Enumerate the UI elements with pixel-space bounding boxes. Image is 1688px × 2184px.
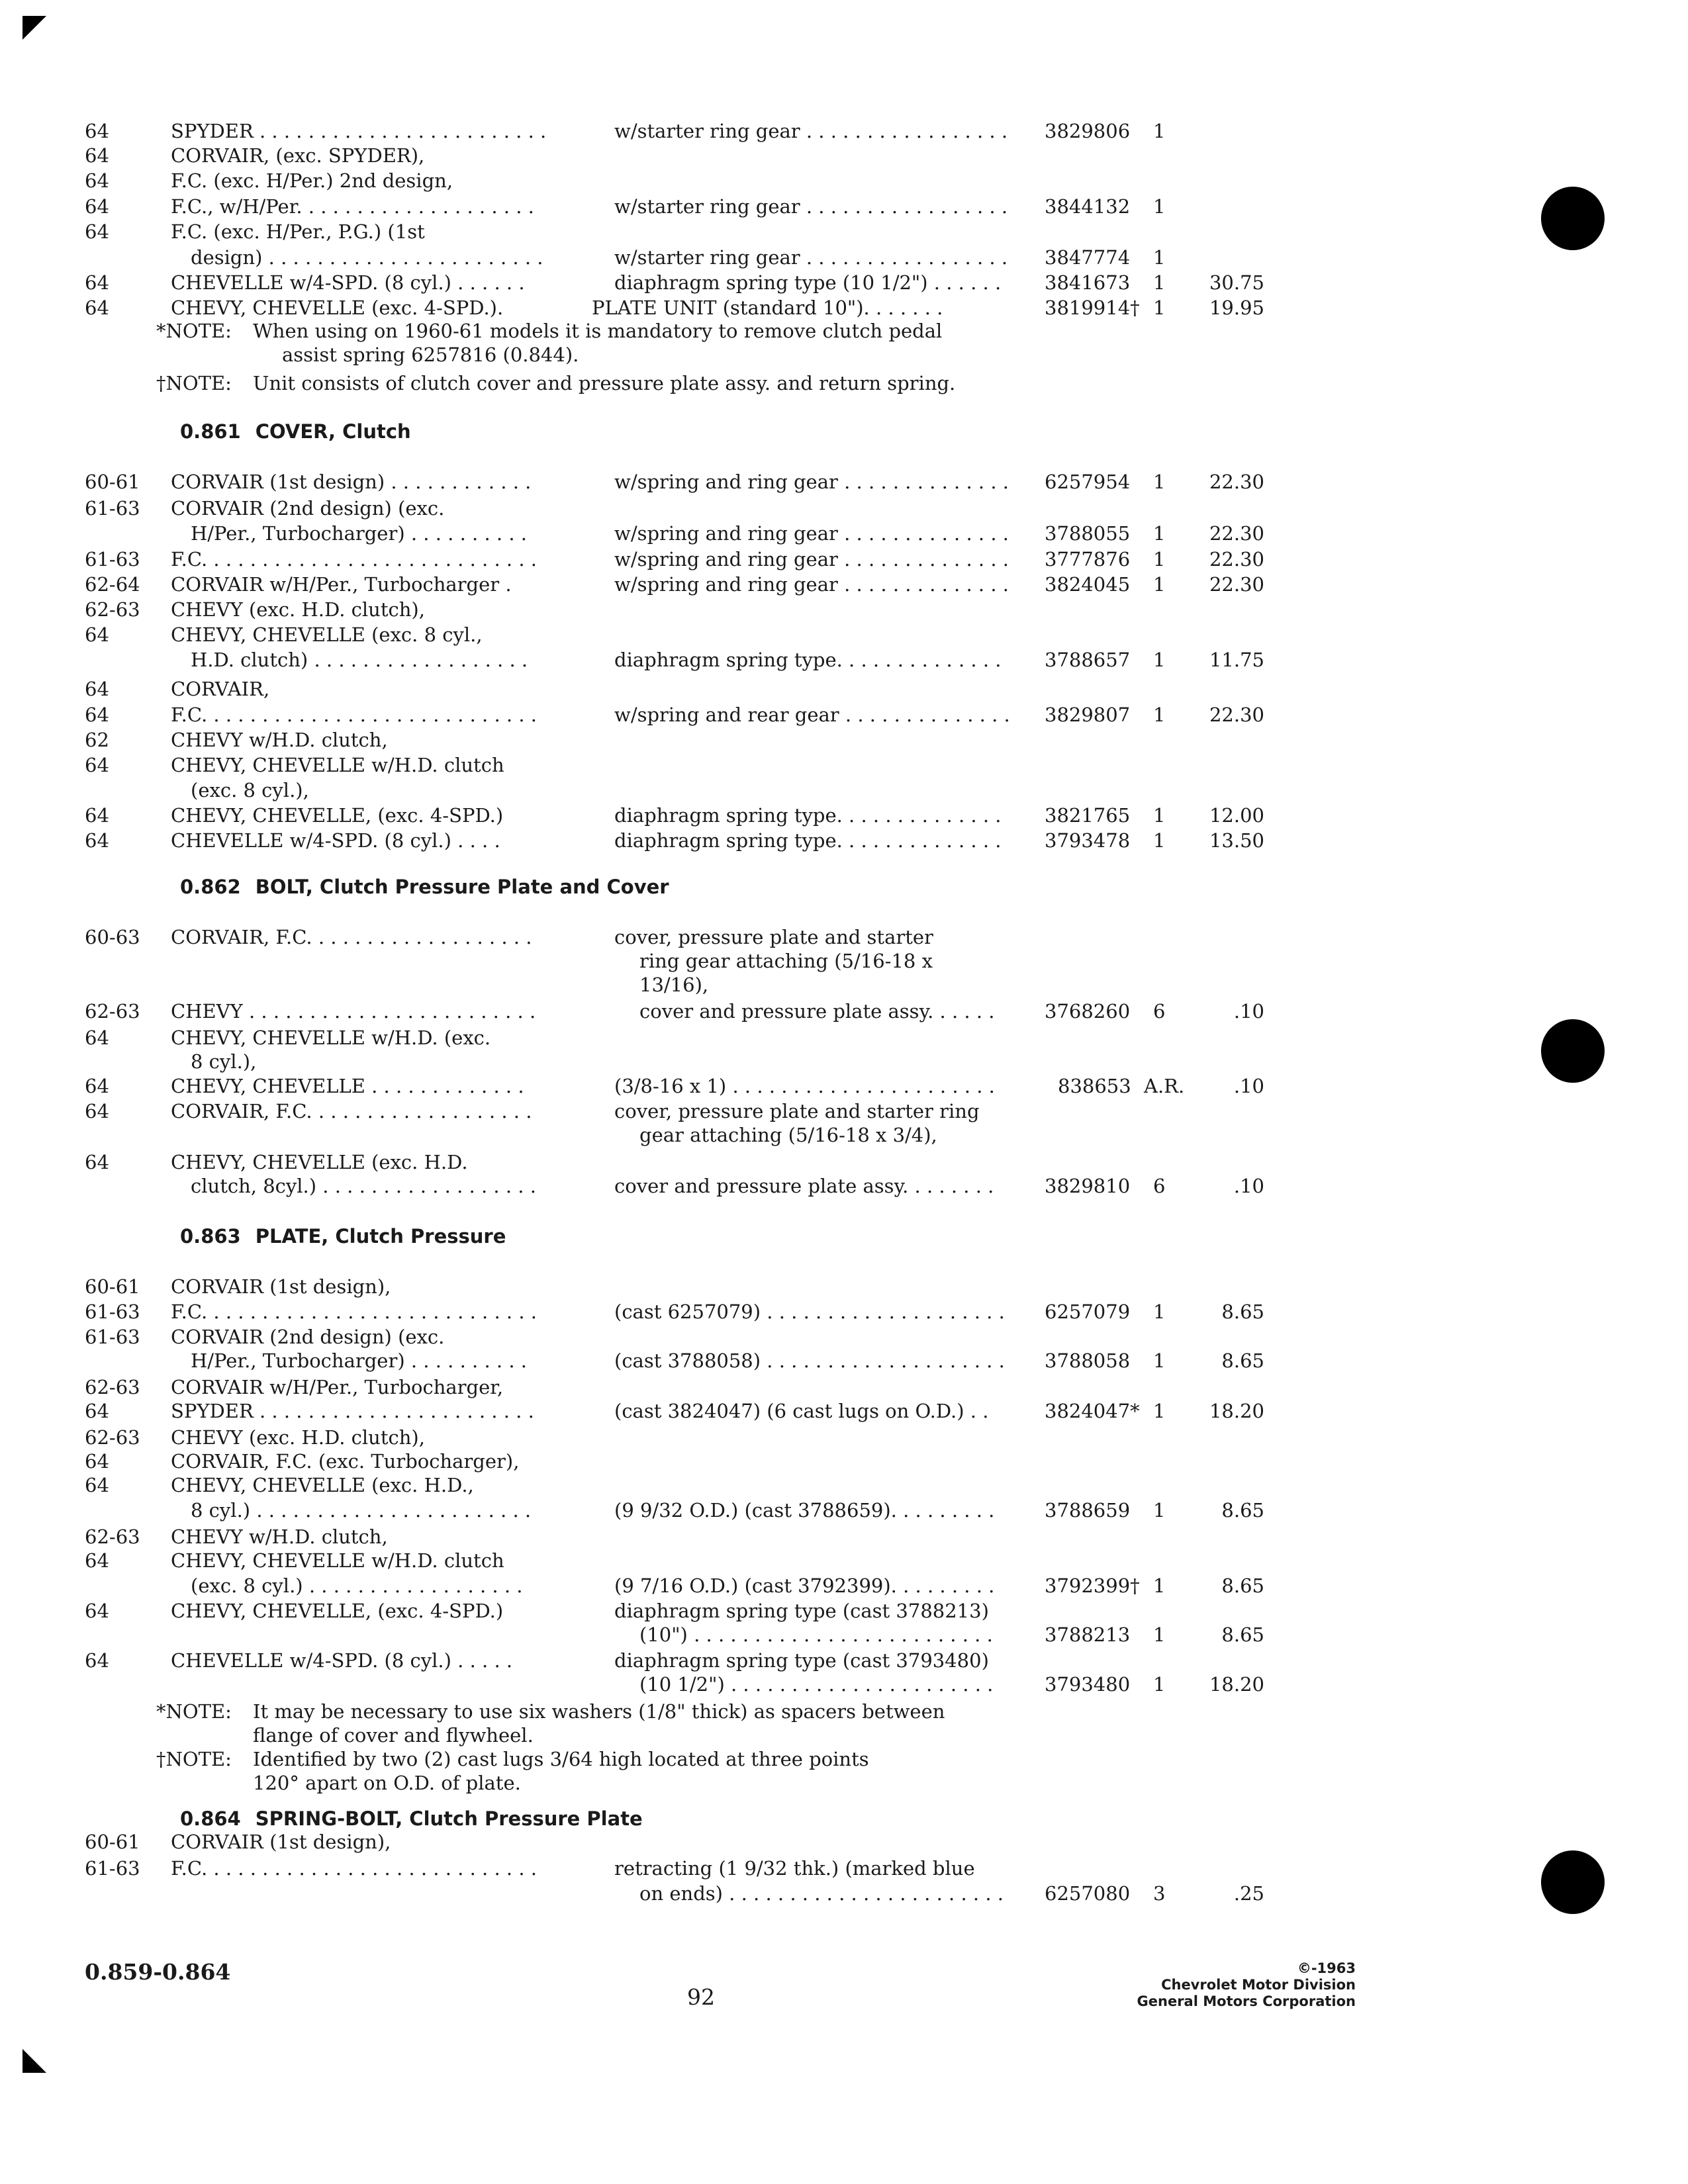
note-label: *NOTE:: [156, 320, 232, 342]
section-number: 0.863: [180, 1225, 241, 1248]
price-cell: .10: [1233, 1000, 1264, 1023]
description-cell: 8 cyl.) . . . . . . . . . . . . . . . . . . . . . . .: [191, 1499, 532, 1522]
quantity-cell: 1: [1153, 1349, 1166, 1372]
table-row: [0, 1598, 1688, 1623]
note-text: assist spring 6257816 (0.844).: [282, 343, 579, 366]
note-text: Identified by two (2) cast lugs 3/64 high located at three points: [253, 1748, 869, 1770]
quantity-cell: 1: [1153, 296, 1166, 319]
table-row: [0, 143, 1688, 168]
description-cell: CORVAIR (1st design),: [171, 1275, 391, 1298]
table-row: [0, 1073, 1688, 1099]
spec-cell: (10") . . . . . . . . . . . . . . . . . . . . . . . . .: [639, 1623, 993, 1646]
description-cell: 8 cyl.),: [191, 1050, 257, 1073]
description-cell: F.C. . . . . . . . . . . . . . . . . . . . . . . . . . . .: [171, 548, 537, 570]
quantity-cell: 1: [1153, 1499, 1166, 1522]
price-cell: 8.65: [1221, 1574, 1264, 1597]
table-row: [0, 676, 1688, 702]
section-number: 0.862: [180, 876, 241, 898]
price-cell: 22.30: [1209, 704, 1264, 726]
description-cell: CHEVY, CHEVELLE w/H.D. (exc.: [171, 1026, 491, 1049]
table-row: [0, 270, 1688, 295]
part-number-cell: 3788055: [1045, 522, 1131, 545]
quantity-cell: 1: [1153, 649, 1166, 671]
quantity-cell: 1: [1153, 271, 1166, 294]
year-cell: 62: [85, 729, 109, 751]
year-cell: 64: [85, 623, 109, 646]
table-row: [0, 972, 1688, 997]
note-label: *NOTE:: [156, 1700, 232, 1723]
description-cell: H.D. clutch) . . . . . . . . . . . . . . . . . .: [191, 649, 528, 671]
corner-mark-top-left: [23, 16, 46, 40]
price-cell: 8.65: [1221, 1623, 1264, 1646]
quantity-cell: 1: [1153, 804, 1166, 827]
page-number: 92: [687, 1984, 715, 2010]
table-row: [0, 1025, 1688, 1050]
spec-cell: cover and pressure plate assy. . . . . . . .: [614, 1175, 994, 1197]
part-number-cell: 3847774: [1045, 246, 1131, 269]
description-cell: CHEVY (exc. H.D. clutch),: [171, 598, 425, 621]
description-cell: CORVAIR (1st design) . . . . . . . . . . . .: [171, 471, 532, 493]
part-number-cell: 6257079: [1045, 1300, 1131, 1323]
quantity-cell: 1: [1153, 1400, 1166, 1422]
description-cell: (exc. 8 cyl.),: [191, 779, 309, 801]
year-cell: 64: [85, 220, 109, 243]
spec-cell: w/spring and rear gear . . . . . . . . . . . . . .: [614, 704, 1010, 726]
year-cell: 60-61: [85, 471, 140, 493]
table-row: [0, 1672, 1688, 1697]
table-row: [0, 1548, 1688, 1573]
quantity-cell: 1: [1153, 120, 1166, 142]
table-row: [0, 1573, 1688, 1598]
quantity-cell: 1: [1153, 1300, 1166, 1323]
spec-cell: (9 9/32 O.D.) (cast 3788659). . . . . . . . .: [614, 1499, 995, 1522]
price-cell: 18.20: [1209, 1400, 1264, 1422]
section-heading: [180, 872, 669, 901]
description-cell: CHEVY, CHEVELLE (exc. H.D.,: [171, 1474, 474, 1496]
year-cell: 64: [85, 296, 109, 319]
part-number-cell: 3829810: [1045, 1175, 1131, 1197]
part-number-cell: 3793478: [1045, 829, 1131, 852]
year-cell: 62-63: [85, 598, 140, 621]
spec-cell: cover, pressure plate and starter ring: [614, 1100, 980, 1122]
year-cell: 64: [85, 1026, 109, 1049]
description-cell: design) . . . . . . . . . . . . . . . . . . . . . . .: [191, 246, 543, 269]
year-cell: 64: [85, 169, 109, 192]
note-label: †NOTE:: [156, 372, 232, 394]
price-cell: 22.30: [1209, 471, 1264, 493]
description-cell: CHEVELLE w/4-SPD. (8 cyl.) . . . . .: [171, 1649, 513, 1672]
year-cell: 62-63: [85, 1525, 140, 1548]
spec-cell: (9 7/16 O.D.) (cast 3792399). . . . . . . . .: [614, 1574, 995, 1597]
description-cell: CHEVY w/H.D. clutch,: [171, 729, 388, 751]
part-number-cell: 3844132: [1045, 195, 1131, 218]
price-cell: 8.65: [1221, 1349, 1264, 1372]
table-row: [0, 1524, 1688, 1549]
part-number-cell: 3829806: [1045, 120, 1131, 142]
description-cell: CHEVELLE w/4-SPD. (8 cyl.) . . . .: [171, 829, 500, 852]
table-row: [0, 622, 1688, 647]
part-number-cell: 3788213: [1045, 1623, 1131, 1646]
spec-cell: w/starter ring gear . . . . . . . . . . . . . . . . .: [614, 195, 1008, 218]
description-cell: CORVAIR w/H/Per., Turbocharger,: [171, 1376, 504, 1398]
description-cell: F.C. . . . . . . . . . . . . . . . . . . . . . . . . . . .: [171, 1857, 537, 1880]
table-row: [0, 295, 1688, 320]
spec-cell: cover and pressure plate assy. . . . . .: [639, 1000, 995, 1023]
part-number-cell: 3768260: [1045, 1000, 1131, 1023]
table-row: [0, 1324, 1688, 1349]
price-cell: 19.95: [1209, 296, 1264, 319]
part-number-cell: 3829807: [1045, 704, 1131, 726]
table-row: [0, 925, 1688, 950]
spec-cell: (10 1/2") . . . . . . . . . . . . . . . . . . . . . .: [639, 1673, 994, 1696]
table-row: [0, 1348, 1688, 1373]
copyright-year: ©-1963: [1297, 1960, 1356, 1976]
year-cell: 64: [85, 804, 109, 827]
price-cell: 11.75: [1209, 649, 1264, 671]
table-row: [0, 1856, 1688, 1881]
part-number-cell: 3777876: [1045, 548, 1131, 570]
year-cell: 64: [85, 1075, 109, 1097]
table-row: [0, 118, 1688, 144]
quantity-cell: 1: [1153, 522, 1166, 545]
table-row: [0, 1449, 1688, 1474]
description-cell: SPYDER . . . . . . . . . . . . . . . . . . . . . . . .: [171, 120, 547, 142]
description-cell: CHEVY, CHEVELLE (exc. 4-SPD.).: [171, 296, 504, 319]
spec-cell: diaphragm spring type (cast 3788213): [614, 1600, 989, 1622]
spec-cell: retracting (1 9/32 thk.) (marked blue: [614, 1857, 975, 1880]
price-cell: 18.20: [1209, 1673, 1264, 1696]
quantity-cell: 1: [1153, 1574, 1166, 1597]
table-row: [0, 727, 1688, 752]
table-row: [0, 1150, 1688, 1175]
part-number-cell: 3788058: [1045, 1349, 1131, 1372]
year-cell: 62-63: [85, 1000, 140, 1023]
description-cell: CHEVELLE w/4-SPD. (8 cyl.) . . . . . .: [171, 271, 525, 294]
description-cell: H/Per., Turbocharger) . . . . . . . . . .: [191, 1349, 528, 1372]
year-cell: 61-63: [85, 1857, 140, 1880]
description-cell: clutch, 8cyl.) . . . . . . . . . . . . . . . . . .: [191, 1175, 536, 1197]
part-number-cell: 6257080: [1045, 1882, 1131, 1905]
year-cell: 64: [85, 1400, 109, 1422]
spec-cell: cover, pressure plate and starter: [614, 926, 933, 948]
section-number: 0.864: [180, 1807, 241, 1830]
table-row: [0, 778, 1688, 803]
spec-cell: w/starter ring gear . . . . . . . . . . . . . . . . .: [614, 246, 1008, 269]
spec-cell: diaphragm spring type (cast 3793480): [614, 1649, 989, 1672]
table-row: [0, 1622, 1688, 1647]
year-cell: 64: [85, 144, 109, 167]
table-row: [0, 1881, 1688, 1906]
description-cell: CORVAIR (2nd design) (exc.: [171, 497, 445, 520]
part-number-cell: 3792399†: [1045, 1574, 1140, 1597]
part-number-cell: 3841673: [1045, 271, 1131, 294]
table-row: [0, 647, 1688, 672]
description-cell: CHEVY . . . . . . . . . . . . . . . . . . . . . . . .: [171, 1000, 536, 1023]
year-cell: 64: [85, 1600, 109, 1622]
part-number-cell: 3821765: [1045, 804, 1131, 827]
table-row: [0, 1099, 1688, 1124]
table-row: [0, 521, 1688, 546]
spec-cell: (cast 3788058) . . . . . . . . . . . . . . . . . . . .: [614, 1349, 1005, 1372]
year-cell: 61-63: [85, 1300, 140, 1323]
year-cell: 64: [85, 1549, 109, 1572]
description-cell: CHEVY, CHEVELLE (exc. 8 cyl.,: [171, 623, 483, 646]
note-text: It may be necessary to use six washers (1/8" thick) as spacers between: [253, 1700, 945, 1723]
description-cell: F.C. . . . . . . . . . . . . . . . . . . . . . . . . . . .: [171, 704, 537, 726]
price-cell: 22.30: [1209, 548, 1264, 570]
price-cell: 22.30: [1209, 522, 1264, 545]
quantity-cell: 1: [1153, 471, 1166, 493]
year-cell: 64: [85, 754, 109, 776]
table-row: [0, 1498, 1688, 1523]
description-cell: CHEVY, CHEVELLE, (exc. 4-SPD.): [171, 804, 504, 827]
copyright-block: [1137, 1960, 1356, 2010]
description-cell: CHEVY, CHEVELLE (exc. H.D.: [171, 1151, 468, 1173]
description-cell: F.C., w/H/Per. . . . . . . . . . . . . . . . . . . .: [171, 195, 534, 218]
spec-cell: (3/8-16 x 1) . . . . . . . . . . . . . . . . . . . . . .: [614, 1075, 995, 1097]
table-row: [0, 1122, 1688, 1148]
description-cell: (exc. 8 cyl.) . . . . . . . . . . . . . . . . . .: [191, 1574, 523, 1597]
year-cell: 61-63: [85, 1326, 140, 1348]
quantity-cell: 1: [1153, 1623, 1166, 1646]
part-number-cell: 3788659: [1045, 1499, 1131, 1522]
year-cell: 64: [85, 1474, 109, 1496]
table-row: [0, 1375, 1688, 1400]
table-row: [0, 1829, 1688, 1854]
year-cell: 64: [85, 704, 109, 726]
spec-cell: w/spring and ring gear . . . . . . . . . . . . . .: [614, 471, 1009, 493]
year-cell: 64: [85, 829, 109, 852]
description-cell: CORVAIR,: [171, 678, 270, 700]
year-cell: 60-61: [85, 1275, 140, 1298]
description-cell: F.C. (exc. H/Per.) 2nd design,: [171, 169, 453, 192]
price-cell: 8.65: [1221, 1300, 1264, 1323]
spec-cell: (cast 6257079) . . . . . . . . . . . . . . . . . . . .: [614, 1300, 1005, 1323]
year-cell: 62-63: [85, 1376, 140, 1398]
description-cell: CORVAIR (2nd design) (exc.: [171, 1326, 445, 1348]
spec-cell: diaphragm spring type (10 1/2") . . . . . .: [614, 271, 1002, 294]
table-row: [0, 572, 1688, 597]
description-cell: CORVAIR (1st design),: [171, 1831, 391, 1853]
part-number-cell: 3819914†: [1045, 296, 1140, 319]
year-cell: 64: [85, 1100, 109, 1122]
section-title: PLATE, Clutch Pressure: [255, 1225, 506, 1248]
table-row: [0, 1425, 1688, 1450]
year-cell: 60-63: [85, 926, 140, 948]
spec-cell: on ends) . . . . . . . . . . . . . . . . . . . . . . .: [639, 1882, 1004, 1905]
spec-cell: w/spring and ring gear . . . . . . . . . . . . . .: [614, 548, 1009, 570]
description-cell: CHEVY (exc. H.D. clutch),: [171, 1426, 425, 1449]
spec-cell: ring gear attaching (5/16-18 x: [639, 950, 933, 972]
table-row: [0, 547, 1688, 572]
spec-cell: (cast 3824047) (6 cast lugs on O.D.) . .: [614, 1400, 989, 1422]
table-row: [0, 803, 1688, 828]
quantity-cell: 6: [1153, 1000, 1166, 1023]
year-cell: 64: [85, 678, 109, 700]
price-cell: 22.30: [1209, 573, 1264, 596]
quantity-cell: 1: [1153, 573, 1166, 596]
spec-cell: diaphragm spring type. . . . . . . . . . . . . .: [614, 649, 1002, 671]
year-cell: 64: [85, 195, 109, 218]
table-row: [0, 245, 1688, 270]
table-row: [0, 219, 1688, 244]
price-cell: 8.65: [1221, 1499, 1264, 1522]
section-heading: [180, 1222, 506, 1251]
price-cell: .10: [1233, 1175, 1264, 1197]
part-number-cell: 6257954: [1045, 471, 1131, 493]
section-title: BOLT, Clutch Pressure Plate and Cover: [255, 876, 669, 898]
table-row: [0, 469, 1688, 494]
year-cell: 61-63: [85, 497, 140, 520]
table-row: [0, 999, 1688, 1024]
part-number-cell: 3824045: [1045, 573, 1131, 596]
quantity-cell: 1: [1153, 829, 1166, 852]
table-row: [0, 1648, 1688, 1673]
table-row: [0, 1473, 1688, 1498]
price-cell: .10: [1233, 1075, 1264, 1097]
table-row: [0, 752, 1688, 778]
quantity-cell: 1: [1153, 704, 1166, 726]
spec-cell: diaphragm spring type. . . . . . . . . . . . . .: [614, 829, 1002, 852]
price-cell: 13.50: [1209, 829, 1264, 852]
note-label: †NOTE:: [156, 1748, 232, 1770]
quantity-cell: 1: [1153, 246, 1166, 269]
quantity-cell: 3: [1153, 1882, 1166, 1905]
year-cell: 64: [85, 120, 109, 142]
description-cell: F.C. . . . . . . . . . . . . . . . . . . . . . . . . . . .: [171, 1300, 537, 1323]
price-cell: .25: [1233, 1882, 1264, 1905]
description-cell: CHEVY, CHEVELLE, (exc. 4-SPD.): [171, 1600, 504, 1622]
part-number-cell: 3824047*: [1045, 1400, 1140, 1422]
note-text: 120° apart on O.D. of plate.: [253, 1772, 521, 1794]
table-row: [0, 597, 1688, 622]
year-cell: 60-61: [85, 1831, 140, 1853]
description-cell: CORVAIR, F.C. . . . . . . . . . . . . . . . . . .: [171, 1100, 532, 1122]
table-row: [0, 168, 1688, 193]
year-cell: 61-63: [85, 548, 140, 570]
description-cell: CHEVY, CHEVELLE w/H.D. clutch: [171, 1549, 504, 1572]
description-cell: CORVAIR w/H/Per., Turbocharger .: [171, 573, 512, 596]
price-cell: 30.75: [1209, 271, 1264, 294]
section-range: 0.859-0.864: [85, 1959, 231, 1985]
corner-mark-bottom-left: [23, 2049, 46, 2073]
spec-cell: w/spring and ring gear . . . . . . . . . . . . . .: [614, 522, 1009, 545]
table-row: [0, 948, 1688, 974]
year-cell: 64: [85, 1450, 109, 1473]
description-cell: CORVAIR, F.C. (exc. Turbocharger),: [171, 1450, 520, 1473]
spec-cell: diaphragm spring type. . . . . . . . . . . . . .: [614, 804, 1002, 827]
spec-cell: w/starter ring gear . . . . . . . . . . . . . . . . .: [614, 120, 1008, 142]
price-cell: 12.00: [1209, 804, 1264, 827]
year-cell: 64: [85, 1151, 109, 1173]
description-cell: CHEVY, CHEVELLE w/H.D. clutch: [171, 754, 504, 776]
description-cell: CHEVY, CHEVELLE . . . . . . . . . . . . .: [171, 1075, 524, 1097]
copyright-division: Chevrolet Motor Division: [1161, 1977, 1356, 1993]
quantity-cell: A.R.: [1144, 1075, 1185, 1097]
table-row: [0, 1398, 1688, 1424]
year-cell: 62-63: [85, 1426, 140, 1449]
description-cell: H/Per., Turbocharger) . . . . . . . . . .: [191, 522, 528, 545]
table-row: [0, 702, 1688, 727]
table-row: [0, 496, 1688, 521]
table-row: [0, 1274, 1688, 1299]
year-cell: 64: [85, 271, 109, 294]
year-cell: 62-64: [85, 573, 140, 596]
note-text: Unit consists of clutch cover and pressure plate assy. and return spring.: [253, 372, 956, 394]
description-cell: CHEVY w/H.D. clutch,: [171, 1525, 388, 1548]
note-text: When using on 1960-61 models it is mandatory to remove clutch pedal: [253, 320, 943, 342]
section-number: 0.861: [180, 420, 241, 443]
part-number-cell: 838653: [1058, 1075, 1131, 1097]
section-heading: [180, 417, 411, 446]
table-row: [0, 1299, 1688, 1324]
quantity-cell: 1: [1153, 548, 1166, 570]
part-number-cell: 3788657: [1045, 649, 1131, 671]
part-number-cell: 3793480: [1045, 1673, 1131, 1696]
quantity-cell: 6: [1153, 1175, 1166, 1197]
quantity-cell: 1: [1153, 195, 1166, 218]
section-title: COVER, Clutch: [255, 420, 411, 443]
year-cell: 64: [85, 1649, 109, 1672]
spec-cell: PLATE UNIT (standard 10"). . . . . . .: [592, 296, 943, 319]
description-cell: CORVAIR, F.C. . . . . . . . . . . . . . . . . . .: [171, 926, 532, 948]
table-row: [0, 828, 1688, 853]
spec-cell: gear attaching (5/16-18 x 3/4),: [639, 1124, 937, 1146]
quantity-cell: 1: [1153, 1673, 1166, 1696]
description-cell: SPYDER . . . . . . . . . . . . . . . . . . . . . . .: [171, 1400, 534, 1422]
table-row: [0, 194, 1688, 219]
spec-cell: 13/16),: [639, 974, 709, 996]
note-text: flange of cover and flywheel.: [253, 1724, 534, 1747]
section-title: SPRING-BOLT, Clutch Pressure Plate: [255, 1807, 643, 1830]
description-cell: F.C. (exc. H/Per., P.G.) (1st: [171, 220, 425, 243]
description-cell: CORVAIR, (exc. SPYDER),: [171, 144, 425, 167]
table-row: [0, 1173, 1688, 1199]
table-row: [0, 1049, 1688, 1074]
spec-cell: w/spring and ring gear . . . . . . . . . . . . . .: [614, 573, 1009, 596]
copyright-corporation: General Motors Corporation: [1137, 1993, 1356, 2009]
